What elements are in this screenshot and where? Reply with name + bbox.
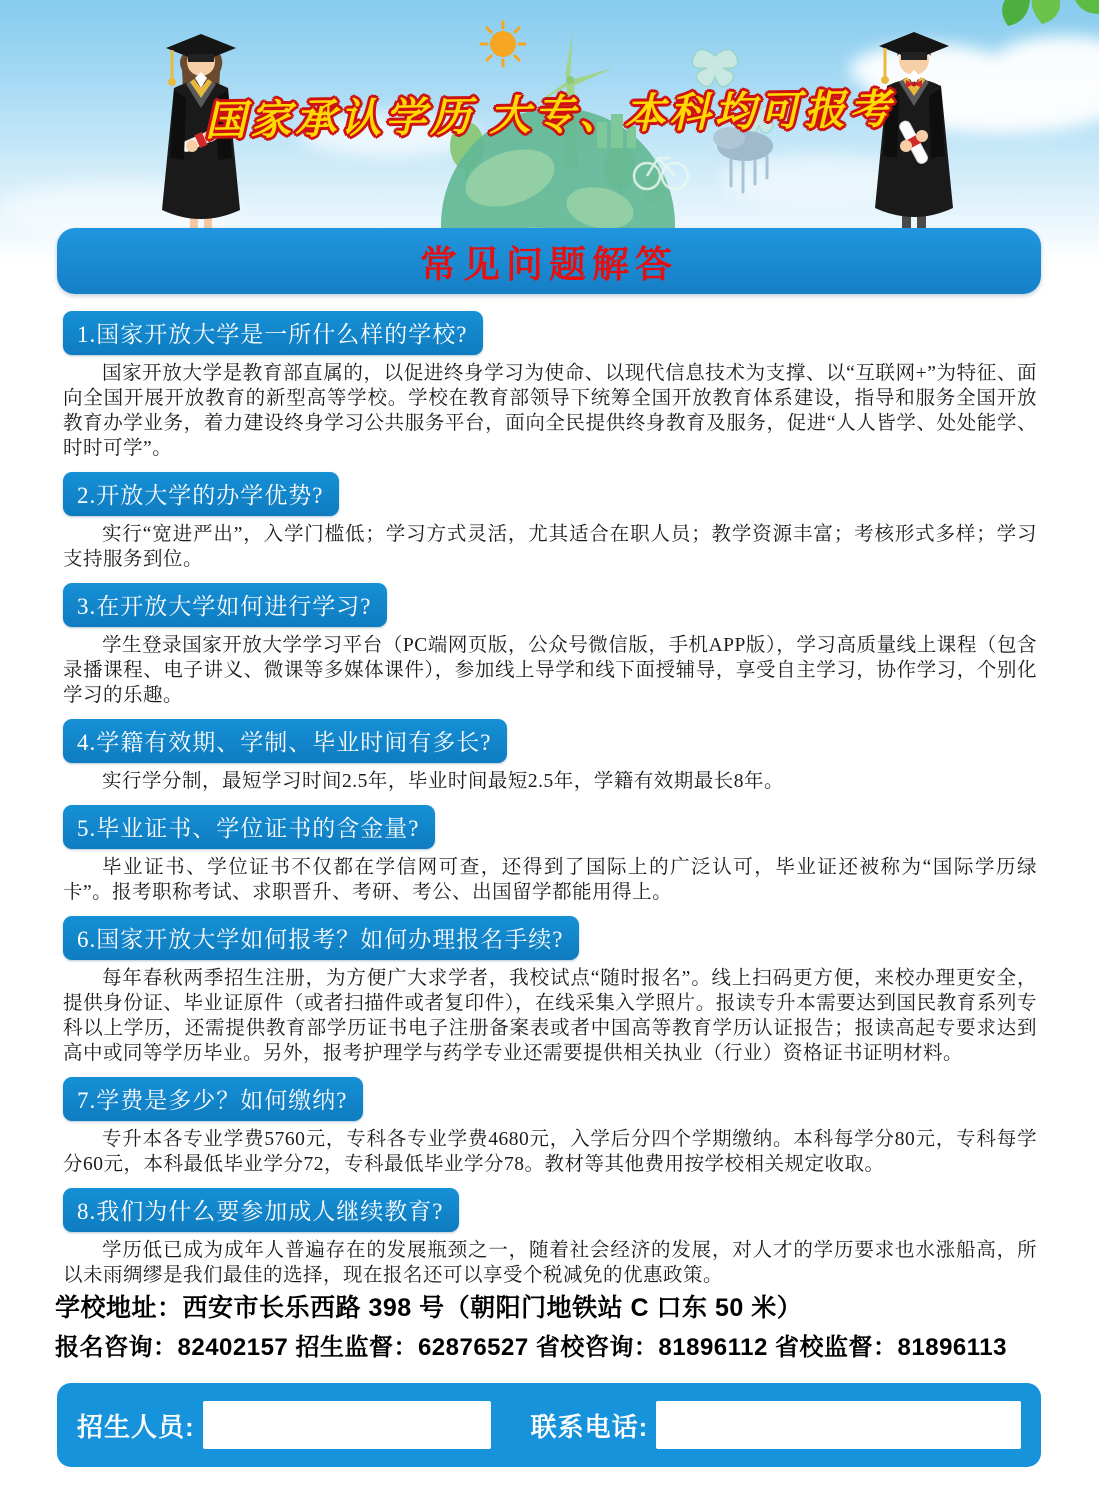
faq-answer: 专升本各专业学费5760元，专科各专业学费4680元，入学后分四个学期缴纳。本科每学分80元，专科每学分60元，本科最低毕业学分72，专科最低毕业学分78。教材等其他费用按学校相关规定收取。: [63, 1129, 1037, 1175]
recruiter-label: 招生人员:: [77, 1411, 195, 1442]
faq-answer: 毕业证书、学位证书不仅都在学信网可查，还得到了国际上的广泛认可，毕业证还被称为“国际学历绿卡”。报考职称考试、求职晋升、考研、考公、出国留学都能用得上。: [63, 857, 1037, 903]
hero-slogan: 国家承认学历 大专、本科均可报考: [204, 85, 895, 145]
contact-phones: 报名咨询：82402157 招生监督：62876527 省校咨询：81896112 省校监督：81896113: [55, 1334, 1007, 1361]
faq-section-1: [63, 311, 1037, 461]
faq-answer: 学历低已成为成年人普遍存在的发展瓶颈之一，随着社会经济的发展，对人才的学历要求也水涨船高，所以未雨绸缪是我们最佳的选择，现在报名还可以享受个税减免的优惠政策。: [63, 1240, 1037, 1286]
recruiter-name-input[interactable]: [203, 1401, 491, 1449]
faq-list: [0, 300, 1099, 1299]
faq-question: 3.在开放大学如何进行学习?: [63, 583, 387, 627]
faq-question: 2.开放大学的办学优势?: [63, 472, 339, 516]
contact-phone-input[interactable]: [656, 1401, 1021, 1449]
faq-answer: 国家开放大学是教育部直属的，以促进终身学习为使命、以现代信息技术为支撑、以“互联网+”为特征、面向全国开展开放教育的新型高等学校。学校在教育部领导下统筹全国开放教育体系建设，指导和服务全国开放教育办学业务，着力建设终身学习公共服务平台，面向全民提供终身教育及服务，促进“人人皆学、处处能学、时时可学”。: [63, 363, 1037, 459]
faq-question: 8.我们为什么要参加成人继续教育?: [63, 1188, 459, 1232]
faq-section-2: [63, 472, 1037, 572]
contact-phone-label: 联系电话:: [530, 1411, 649, 1442]
hero-section: [0, 0, 1099, 300]
footer-contact-box: [57, 1383, 1041, 1467]
faq-section-3: [63, 583, 1037, 708]
faq-section-4: [63, 719, 1037, 794]
faq-question: 1.国家开放大学是一所什么样的学校?: [63, 311, 483, 355]
faq-section-6: [63, 916, 1037, 1066]
faq-question: 4.学籍有效期、学制、毕业时间有多长?: [63, 719, 507, 763]
faq-question: 6.国家开放大学如何报考？如何办理报名手续?: [63, 916, 579, 960]
faq-answer: 实行“宽进严出”，入学门槛低；学习方式灵活，尤其适合在职人员；教学资源丰富；考核形式多样；学习支持服务到位。: [63, 524, 1037, 570]
faq-answer: 实行学分制，最短学习时间2.5年，毕业时间最短2.5年，学籍有效期最长8年。: [102, 771, 785, 792]
faq-section-5: [63, 805, 1037, 905]
faq-banner-title: 常见问题解答: [420, 244, 678, 285]
faq-question: 7.学费是多少？如何缴纳?: [63, 1077, 363, 1121]
school-address: 学校地址：西安市长乐西路 398 号（朝阳门地铁站 C 口东 50 米）: [55, 1294, 803, 1322]
faq-banner: [57, 228, 1041, 294]
faq-answer: 学生登录国家开放大学学习平台（PC端网页版，公众号微信版，手机APP版），学习高质量线上课程（包含录播课程、电子讲义、微课等多媒体课件），参加线上导学和线下面授辅导，享受自主学习，协作学习，个别化学习的乐趣。: [63, 635, 1037, 706]
sun-icon: [481, 22, 525, 66]
faq-answer: 每年春秋两季招生注册，为方便广大求学者，我校试点“随时报名”。线上扫码更方便，来校办理更安全，提供身份证、毕业证原件（或者扫描件或者复印件），在线采集入学照片。报读专升本需要达到国民教育系列专科以上学历，还需提供教育部学历证书电子注册备案表或者中国高等教育学历认证报告；报读高起专要求达到高中或同等学历毕业。另外，报考护理学与药学专业还需要提供相关执业（行业）资格证书证明材料。: [63, 968, 1037, 1064]
faq-section-8: [63, 1188, 1037, 1288]
leaf-icon: [1002, 0, 1099, 26]
faq-question: 5.毕业证书、学位证书的含金量?: [63, 805, 435, 849]
faq-section-7: [63, 1077, 1037, 1177]
contact-info: [55, 1288, 1045, 1368]
